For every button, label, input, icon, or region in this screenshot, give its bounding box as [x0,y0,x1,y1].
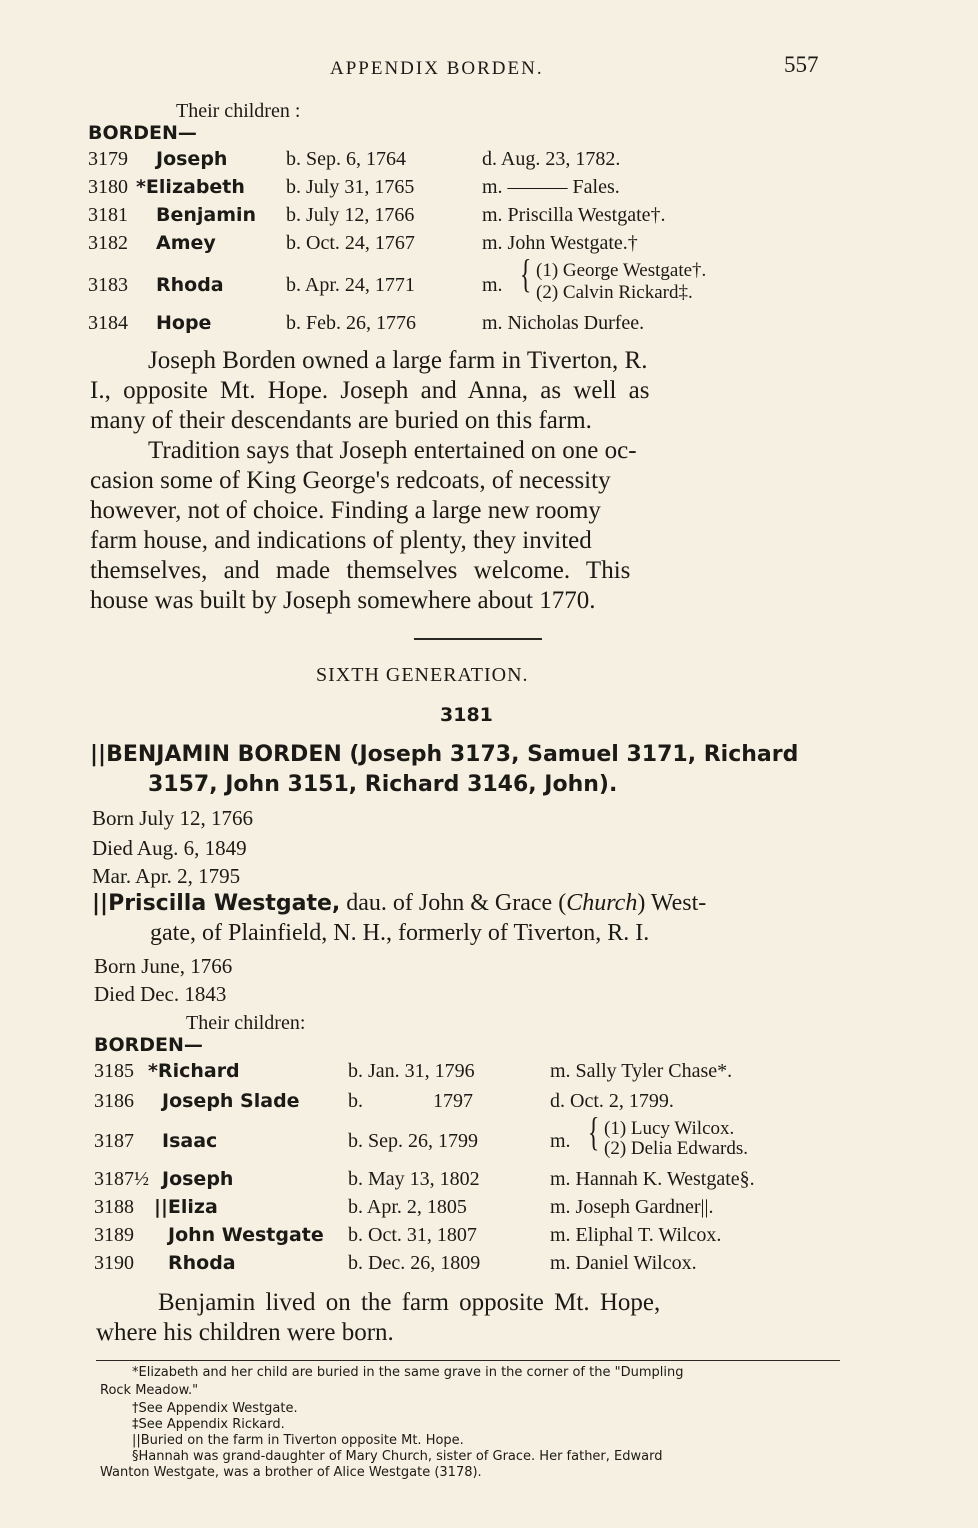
child-note: m. ——— Fales. [482,176,620,198]
child-born: b. May 13, 1802 [348,1168,480,1190]
child-born: b. Apr. 24, 1771 [286,274,415,296]
paragraph-line: however, not of choice. Finding a large new roomy [90,497,601,524]
child-note: m. Sally Tyler Chase*. [550,1060,733,1082]
section-divider [414,638,542,640]
child-born: b. July 31, 1765 [286,176,415,198]
page-number: 557 [784,52,819,77]
child-name: Rhoda [156,274,224,296]
child-name: Isaac [162,1130,218,1152]
child-born: b. Dec. 26, 1809 [348,1252,481,1274]
child-number: 3184 [88,312,128,334]
paragraph-line: Tradition says that Joseph entertained on one oc- [148,437,637,464]
child-note-line: (1) George Westgate†. [536,260,707,281]
footnote: *Elizabeth and her child are buried in the same grave in the corner of the "Dumpling [132,1365,684,1380]
child-number: 3181 [88,204,128,226]
child-note: m. Priscilla Westgate†. [482,204,666,226]
child-number: 3182 [88,232,128,254]
child-number: 3183 [88,274,128,296]
child-note: m. Daniel Wilcox. [550,1252,697,1274]
child-number: 3188 [94,1196,134,1218]
child-born: b. Oct. 24, 1767 [286,232,415,254]
footnote: ‡See Appendix Rickard. [132,1417,285,1432]
child-name: John Westgate [168,1224,324,1246]
child-name: Hope [156,312,212,334]
paragraph-line: Joseph Borden owned a large farm in Tiverton, R. [148,347,648,374]
subject-heading-cont: 3157, John 3151, Richard 3146, John). [148,772,618,797]
child-number: 3179 [88,148,128,170]
child-note: m. Eliphal T. Wilcox. [550,1224,722,1246]
paragraph-line: many of their descendants are buried on this farm. [90,407,592,434]
child-name: *Elizabeth [136,176,245,198]
child-born: b. July 12, 1766 [286,204,415,226]
spouse-line-cont: gate, of Plainfield, N. H., formerly of Tiverton, R. I. [150,920,650,946]
child-born: b. Feb. 26, 1776 [286,312,416,334]
footnote: ||Buried on the farm in Tiverton opposite Mt. Hope. [132,1433,464,1448]
spouse-mother-maiden-name: Church [566,890,638,916]
subject-heading: ||BENJAMIN BORDEN (Joseph 3173, Samuel 3171, Richard [90,742,799,767]
child-born: b. Sep. 6, 1764 [286,148,406,170]
section-number: 3181 [440,704,493,726]
spouse-line-end: ) West- [637,890,707,916]
surname-label: BORDEN— [94,1034,203,1056]
brace-glyph: { [519,251,532,296]
child-number: 3185 [94,1060,134,1082]
surname-label: BORDEN— [88,122,197,144]
child-name: Amey [156,232,216,254]
child-note-prefix: m. [550,1130,571,1152]
spouse-name: ||Priscilla Westgate, [92,891,341,916]
child-name: Joseph [162,1168,234,1190]
brace-glyph: { [587,1109,600,1154]
child-note-line: (2) Delia Edwards. [604,1138,749,1159]
section-title: SIXTH GENERATION. [316,664,529,686]
footnote-rule [96,1360,840,1361]
footnote-cont: Wanton Westgate, was a brother of Alice Westgate (3178). [100,1465,482,1480]
footnote: †See Appendix Westgate. [132,1401,298,1416]
child-born: b. 1797 [348,1090,473,1112]
subject-born: Born July 12, 1766 [92,806,254,830]
child-name: ||Eliza [154,1196,218,1218]
child-number: 3186 [94,1090,134,1112]
subject-married: Mar. Apr. 2, 1795 [92,864,241,888]
spouse-parents: dau. of John & Grace ( [340,890,567,916]
child-born: b. Oct. 31, 1807 [348,1224,477,1246]
child-note-line: (2) Calvin Rickard‡. [536,282,693,303]
paragraph-line: where his children were born. [96,1319,394,1346]
child-name: Joseph [156,148,228,170]
child-number: 3187½ [94,1168,149,1190]
children-label: Their children: [186,1012,306,1034]
child-note-line: (1) Lucy Wilcox. [604,1118,735,1139]
spouse-born: Born June, 1766 [94,954,233,978]
child-name: Rhoda [168,1252,236,1274]
paragraph-line: farm house, and indications of plenty, they invited [90,527,592,554]
child-note: m. Joseph Gardner||. [550,1196,714,1218]
child-note: m. John Westgate.† [482,232,638,254]
child-note: m. Nicholas Durfee. [482,312,645,334]
child-number: 3189 [94,1224,134,1246]
paragraph-line: Benjamin lived on the farm opposite Mt. Hope, [158,1289,661,1316]
paragraph-line: casion some of King George's redcoats, of necessity [90,467,611,494]
footnote-cont: Rock Meadow." [100,1383,199,1398]
child-born: b. Sep. 26, 1799 [348,1130,478,1152]
child-name: Joseph Slade [162,1090,300,1112]
child-note: m. Hannah K. Westgate§. [550,1168,755,1190]
subject-died: Died Aug. 6, 1849 [92,836,247,860]
child-number: 3180 [88,176,128,198]
child-note: d. Aug. 23, 1782. [482,148,621,170]
child-note: d. Oct. 2, 1799. [550,1090,674,1112]
paragraph-line: house was built by Joseph somewhere about 1770. [90,587,596,614]
children-label: Their children : [176,100,301,122]
spouse-died: Died Dec. 1843 [94,982,227,1006]
child-name: *Richard [148,1060,240,1082]
child-number: 3187 [94,1130,134,1152]
child-name: Benjamin [156,204,257,226]
paragraph-line: themselves, and made themselves welcome. This [90,557,631,584]
child-born: b. Jan. 31, 1796 [348,1060,475,1082]
paragraph-line: I., opposite Mt. Hope. Joseph and Anna, as well as [90,377,650,404]
spouse-line [92,890,706,917]
child-born: b. Apr. 2, 1805 [348,1196,467,1218]
footnote: §Hannah was grand-daughter of Mary Church, sister of Grace. Her father, Edward [132,1449,663,1464]
running-header: APPENDIX BORDEN. [330,58,544,79]
child-number: 3190 [94,1252,134,1274]
child-note-prefix: m. [482,274,503,296]
